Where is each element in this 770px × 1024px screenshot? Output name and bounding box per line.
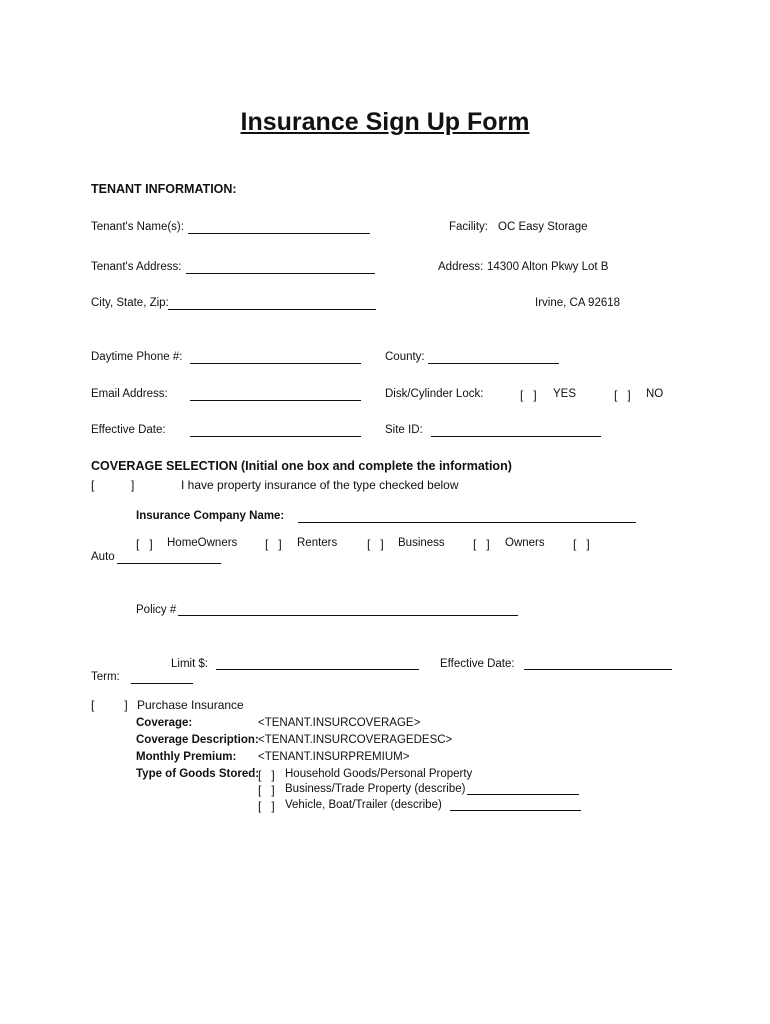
- address-value: 14300 Alton Pkwy Lot B: [487, 261, 609, 273]
- policy-label: Policy #: [136, 604, 177, 616]
- lock-yes-label: YES: [553, 388, 577, 400]
- auto-label: Auto: [91, 551, 115, 563]
- facility-city-value: Irvine, CA 92618: [535, 297, 621, 309]
- coverage-section-heading: COVERAGE SELECTION (Initial one box and complete the information): [91, 459, 512, 473]
- email-label: Email Address:: [91, 388, 168, 400]
- city-state-zip-field[interactable]: [168, 309, 376, 310]
- facility-value: OC Easy Storage: [498, 221, 588, 233]
- limit-field[interactable]: [216, 669, 419, 670]
- tenant-name-label: Tenant's Name(s):: [91, 221, 184, 233]
- auto-checkbox[interactable]: [ ]: [573, 537, 590, 551]
- daytime-phone-field[interactable]: [190, 363, 361, 364]
- lock-yes-checkbox[interactable]: [ ]: [520, 388, 537, 402]
- facility-label: Facility:: [449, 221, 488, 233]
- form-title: Insurance Sign Up Form: [240, 108, 530, 136]
- vehicle-field[interactable]: [450, 810, 581, 811]
- have-insurance-checkbox[interactable]: [ ]: [91, 478, 135, 492]
- tenant-name-field[interactable]: [188, 233, 370, 234]
- effective-date2-label: Effective Date:: [440, 658, 515, 670]
- coverage-value: <TENANT.INSURCOVERAGE>: [258, 717, 421, 729]
- site-id-label: Site ID:: [385, 424, 423, 436]
- term-field[interactable]: [131, 683, 193, 684]
- business-checkbox[interactable]: [ ]: [367, 537, 384, 551]
- city-state-zip-label: City, State, Zip:: [91, 297, 169, 309]
- business-label: Business: [398, 537, 445, 549]
- goods-stored-label: Type of Goods Stored:: [136, 768, 260, 780]
- effective-date-label: Effective Date:: [91, 424, 166, 436]
- insurance-company-field[interactable]: [298, 522, 636, 523]
- renters-label: Renters: [297, 537, 338, 549]
- household-goods-checkbox[interactable]: [ ]: [258, 768, 275, 782]
- effective-date-field[interactable]: [190, 436, 361, 437]
- coverage-label: Coverage:: [136, 717, 193, 729]
- monthly-premium-value: <TENANT.INSURPREMIUM>: [258, 751, 410, 763]
- vehicle-label: Vehicle, Boat/Trailer (describe): [285, 799, 442, 811]
- purchase-insurance-label: Purchase Insurance: [137, 698, 244, 712]
- site-id-field[interactable]: [431, 436, 601, 437]
- renters-checkbox[interactable]: [ ]: [265, 537, 282, 551]
- vehicle-checkbox[interactable]: [ ]: [258, 799, 275, 813]
- term-label: Term:: [91, 671, 120, 683]
- coverage-description-value: <TENANT.INSURCOVERAGEDESC>: [258, 734, 453, 746]
- owners-label: Owners: [505, 537, 545, 549]
- lock-no-checkbox[interactable]: [ ]: [614, 388, 631, 402]
- lock-label: Disk/Cylinder Lock:: [385, 388, 484, 400]
- daytime-phone-label: Daytime Phone #:: [91, 351, 183, 363]
- purchase-insurance-checkbox[interactable]: [ ]: [91, 698, 128, 712]
- email-field[interactable]: [190, 400, 361, 401]
- owners-checkbox[interactable]: [ ]: [473, 537, 490, 551]
- coverage-description-label: Coverage Description:: [136, 734, 259, 746]
- address-label: Address:: [438, 261, 484, 273]
- tenant-address-label: Tenant's Address:: [91, 261, 182, 273]
- auto-field[interactable]: [117, 563, 221, 564]
- monthly-premium-label: Monthly Premium:: [136, 751, 237, 763]
- business-property-checkbox[interactable]: [ ]: [258, 783, 275, 797]
- county-label: County:: [385, 351, 425, 363]
- lock-no-label: NO: [646, 388, 664, 400]
- tenant-address-field[interactable]: [186, 273, 375, 274]
- have-insurance-text: I have property insurance of the type checked below: [181, 478, 459, 492]
- business-property-label: Business/Trade Property (describe): [285, 783, 466, 795]
- tenant-section-heading: TENANT INFORMATION:: [91, 182, 237, 196]
- business-property-field[interactable]: [467, 794, 579, 795]
- homeowners-checkbox[interactable]: [ ]: [136, 537, 153, 551]
- insurance-company-label: Insurance Company Name:: [136, 510, 285, 522]
- county-field[interactable]: [428, 363, 559, 364]
- household-goods-label: Household Goods/Personal Property: [285, 768, 473, 780]
- policy-field[interactable]: [178, 615, 518, 616]
- limit-label: Limit $:: [171, 658, 209, 670]
- effective-date2-field[interactable]: [524, 669, 672, 670]
- homeowners-label: HomeOwners: [167, 537, 238, 549]
